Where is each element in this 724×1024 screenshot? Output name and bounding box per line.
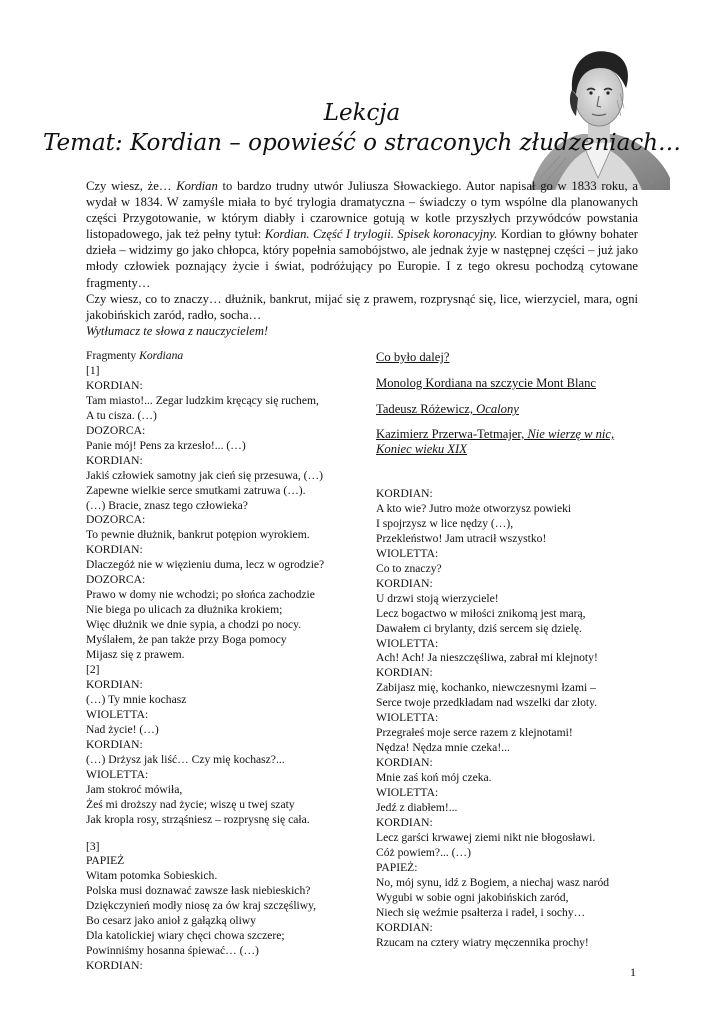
- text-line: [3]: [86, 839, 100, 853]
- text-line: Żeś mi droższy nad życie; wiszę u twej szaty: [86, 797, 295, 811]
- text-line: KORDIAN:: [376, 756, 433, 770]
- page-number: 1: [630, 965, 636, 979]
- text-line: Rzucam na cztery wiatry męczennika prochy!: [376, 935, 589, 949]
- text-line: Dawałem ci brylanty, dziś sercem się dzielę.: [376, 621, 582, 635]
- text-line: DOZORCA:: [86, 513, 146, 527]
- text-line: WIOLETTA:: [376, 711, 439, 725]
- text-line: KORDIAN:: [376, 576, 433, 590]
- text-line: Serce twoje przedkładam nad wszelki dar złoty.: [376, 696, 598, 710]
- text-line: WIOLETTA:: [86, 767, 149, 781]
- text-line: [2]: [86, 663, 100, 677]
- intro-paragraph-1: [86, 178, 638, 291]
- text-line: Wygubi w sobie ogni jakobińskich zaród,: [376, 890, 569, 904]
- link-title-2: Koniec wieku XIX: [376, 442, 467, 456]
- text-line: Jak kropla rosy, strząśniesz – rozprysnę się cała.: [86, 812, 310, 826]
- intro-section: [86, 178, 638, 339]
- fragment-lines-2: [86, 840, 366, 975]
- link-author: Tadeusz Różewicz,: [376, 402, 477, 416]
- text-line: Nie biega po ulicach za dłużnika krokiem;: [86, 603, 283, 617]
- text-line: WIOLETTA:: [376, 786, 439, 800]
- text-line: Jam stokroć mówiła,: [86, 782, 183, 796]
- text-line: U drzwi stoją wierzyciele!: [376, 591, 499, 605]
- text-line: Przegrałeś moje serce razem z klejnotami!: [376, 726, 573, 740]
- text-line: KORDIAN:: [376, 920, 433, 934]
- intro-italic-fulltitle: Kordian. Część I trylogii. Spisek koronacyjny.: [264, 227, 498, 242]
- text-line: Nędza! Nędza mnie czeka!...: [376, 741, 510, 755]
- text-line: KORDIAN:: [376, 487, 433, 500]
- text-line: DOZORCA:: [86, 423, 146, 437]
- text-line: Zabijasz mię, kochanko, niewczesnymi łzami –: [376, 681, 596, 695]
- text-line: Ach! Ach! Ja nieszczęśliwa, zabrał mi klejnoty!: [376, 651, 598, 665]
- link-title: Nie wierzę w nic,: [527, 427, 615, 441]
- text-line: Dla katolickiej wiary chęci chowa szczere;: [86, 929, 285, 943]
- text-line: Nad życie! (…): [86, 722, 159, 736]
- text-line: (…) Ty mnie kochasz: [86, 692, 187, 706]
- title-line-1: Lekcja: [323, 100, 401, 126]
- text-line: Przekleństwo! Jam utracił wszystko!: [376, 531, 547, 545]
- link-author: Kazimierz Przerwa-Tetmajer,: [376, 427, 528, 441]
- text-line: KORDIAN:: [376, 815, 433, 829]
- text-line: No, mój synu, idź z Bogiem, a niechaj wasz naród: [376, 875, 610, 889]
- heading-title: Kordiana: [139, 349, 184, 362]
- text-line: KORDIAN:: [86, 677, 143, 691]
- fragments-heading: [86, 349, 366, 364]
- text-line: KORDIAN:: [86, 543, 143, 557]
- text-line: A tu cisza. (…): [86, 408, 157, 422]
- text-line: To pewnie dłużnik, bankrut potępion wyrokiem.: [86, 528, 310, 542]
- intro-text: to bardzo trudny utwór Juliusza Słowackiego. Autor napisał go w 1833 roku, a wydał w 1834. W zamyśle miała to być trylogia dramatyczna – świadczy o tym wspólne dla planowanych części Przygotowanie, w którym diabły i czarownice gotują w kotle przyszłych przywódców powstania listopadowego, jak też pełny tytuł:: [86, 179, 638, 242]
- text-line: KORDIAN:: [86, 453, 143, 467]
- text-line: Bo cesarz jako anioł z gałązką oliwy: [86, 914, 256, 928]
- left-column: [86, 349, 366, 974]
- intro-paragraph-2: Czy wiesz, co to znaczy… dłużnik, bankrut, mijać się z prawem, rozprysnąć się, lice, wierzyciel, mara, ogni jakobińskich zaród, radło, socha…: [86, 291, 638, 322]
- text-line: Polska musi doznawać zawsze łask niebieskich?: [86, 884, 311, 898]
- text-line: (…) Drżysz jak liść… Czy mię kochasz?...: [86, 752, 285, 766]
- text-line: Dziękczynień modły niosę za ów kraj szczęśliwy,: [86, 899, 317, 913]
- intro-text: Czy wiesz, że…: [86, 179, 177, 193]
- text-line: WIOLETTA:: [376, 636, 439, 650]
- text-line: KORDIAN:: [86, 959, 143, 973]
- text-line: Niech się weźmie psałterza i radeł, i sochy…: [376, 905, 586, 919]
- text-line: Prawo w domy nie wchodzi; po słońca zachodzie: [86, 588, 315, 602]
- intro-instruction: [86, 323, 638, 339]
- text-line: KORDIAN:: [86, 737, 143, 751]
- heading-prefix: Fragmenty: [86, 349, 140, 362]
- text-line: I spojrzysz w lice nędzy (…),: [376, 516, 514, 530]
- text-line: Witam potomka Sobieskich.: [86, 869, 218, 883]
- text-line: Mnie zaś koń mój czeka.: [376, 771, 492, 785]
- text-line: WIOLETTA:: [86, 707, 149, 721]
- text-line: Jakiś człowiek samotny jak cień się przesuwa, (…): [86, 468, 323, 482]
- intro-italic-title: Kordian: [176, 179, 218, 193]
- link-tetmajer[interactable]: [376, 427, 642, 457]
- fragment-lines-1: [86, 364, 366, 828]
- text-line: A kto wie? Jutro może otworzysz powieki: [376, 501, 572, 515]
- text-line: Co to znaczy?: [376, 561, 442, 575]
- text-line: Dlaczegóż nie w więzieniu duma, lecz w ogrodzie?: [86, 558, 325, 572]
- spacer: [86, 828, 366, 840]
- text-line: Lecz garści krwawej ziemi nikt nie błogosławi.: [376, 830, 596, 844]
- text-line: KORDIAN:: [376, 666, 433, 680]
- text-line: Myślałem, że pan także przy Boga pomocy: [86, 633, 287, 647]
- spacer: [376, 457, 642, 487]
- intro-text: Kordian to główny bohater dzieła – widzimy go jako chłopca, który popełnia samobójstwo, ale jednak żyje w następnej części – już jako młody człowiek poznający życie i świat, podróżujący po Europie. I z tego okresu pochodzą cytowane fragmenty…: [86, 227, 638, 290]
- instruction-text: Wytłumacz te słowa z nauczycielem!: [86, 323, 269, 338]
- dialogue-lines: [376, 487, 642, 951]
- text-line: Więc dłużnik we dnie sypia, a chodzi po nocy.: [86, 618, 302, 632]
- title-line-2: Temat: Kordian – opowieść o straconych złudzeniach…: [42, 130, 682, 156]
- text-line: PAPIEŻ:: [376, 860, 418, 874]
- text-line: Jedź z diabłem!...: [376, 801, 458, 815]
- text-line: KORDIAN:: [86, 378, 143, 392]
- text-line: Mijasz się z prawem.: [86, 648, 185, 662]
- text-line: Powinniśmy hosanna śpiewać… (…): [86, 944, 259, 958]
- text-line: Panie mój! Pens za krzesło!... (…): [86, 438, 246, 452]
- text-line: (…) Bracie, znasz tego człowieka?: [86, 498, 248, 512]
- right-column: [376, 349, 642, 951]
- text-line: WIOLETTA:: [376, 546, 439, 560]
- text-line: Zapewne wielkie serce smutkami zatruwa (…).: [86, 483, 306, 497]
- text-line: Cóż powiem?... (…): [376, 845, 471, 859]
- text-line: PAPIEŻ: [86, 854, 125, 868]
- text-line: Lecz bogactwo w miłości znikomą jest marą,: [376, 606, 586, 620]
- text-line: Tam miasto!... Zegar ludzkim kręcący się ruchem,: [86, 393, 319, 407]
- text-line: [1]: [86, 363, 100, 377]
- lesson-title: [0, 98, 724, 158]
- link-mont-blanc-monologue[interactable]: Monolog Kordiana na szczycie Mont Blanc: [376, 376, 596, 390]
- text-line: DOZORCA:: [86, 573, 146, 587]
- link-what-next[interactable]: Co było dalej?: [376, 350, 450, 364]
- link-rozewicz-ocalony[interactable]: [376, 401, 642, 417]
- link-title: Ocalony: [476, 402, 519, 416]
